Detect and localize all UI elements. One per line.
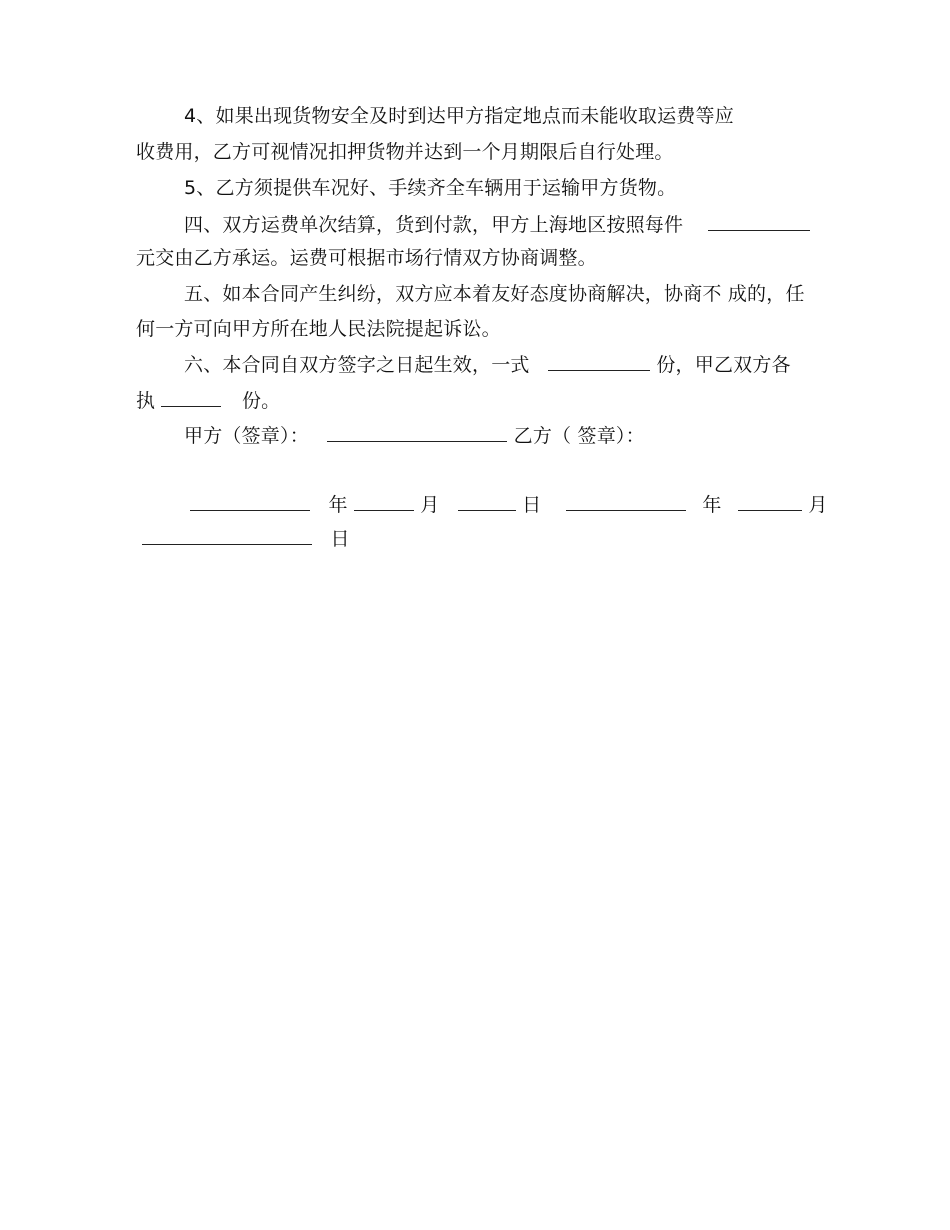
copies-count-blank: [548, 352, 650, 371]
section-6-line-2: [136, 388, 280, 413]
price-per-item-blank: [708, 212, 810, 231]
party-a-year-label: 年: [328, 494, 348, 516]
section-4-text: 四、双方运费单次结算，货到付款，甲方上海地区按照每件: [184, 214, 684, 236]
clause-4-line-1: 4、如果出现货物安全及时到达甲方指定地点而未能收取运费等应: [184, 105, 734, 127]
section-6-text-before: 六、本合同自双方签字之日起生效，一式: [184, 354, 530, 376]
party-b-month-blank: [738, 492, 802, 511]
section-5-line-1: 五、如本合同产生纠纷，双方应本着友好态度协商解决，协商不 成的，任: [184, 283, 805, 305]
section-5-line-2: 何一方可向甲方所在地人民法院提起诉讼。: [136, 318, 501, 340]
section-6-hold-before: 执: [136, 390, 156, 412]
section-6-hold-after: 份。: [241, 390, 281, 412]
section-4-line-2: 元交由乙方承运。运费可根据市场行情双方协商调整。: [136, 247, 597, 269]
party-b-month-label: 月: [808, 494, 828, 516]
party-b-day-label: 日: [330, 528, 350, 550]
clause-5: 5、乙方须提供车况好、手续齐全车辆用于运输甲方货物。: [184, 177, 677, 199]
date-line-2: [142, 526, 350, 551]
section-6-text-after: 份，甲乙双方各: [656, 354, 791, 376]
party-a-year-blank: [190, 492, 310, 511]
clause-4-line-2: 收费用，乙方可视情况扣押货物并达到一个月期限后自行处理。: [136, 141, 674, 163]
signature-line: [184, 423, 645, 448]
party-a-signature-label: 甲方（签章）：: [184, 425, 309, 447]
party-a-day-blank: [458, 492, 516, 511]
party-b-year-label: 年: [702, 494, 722, 516]
party-a-month-label: 月: [420, 494, 440, 516]
party-a-month-blank: [354, 492, 414, 511]
party-b-year-blank: [566, 492, 686, 511]
section-6-line-1: [184, 352, 791, 377]
party-a-day-label: 日: [522, 494, 542, 516]
party-b-day-blank: [142, 526, 312, 545]
party-a-signature-blank: [327, 423, 507, 442]
copies-each-blank: [161, 388, 221, 407]
party-b-signature-label: 乙方（ 签章）：: [513, 425, 645, 447]
section-4-line-1: [184, 212, 810, 237]
date-line-1: [190, 492, 828, 517]
